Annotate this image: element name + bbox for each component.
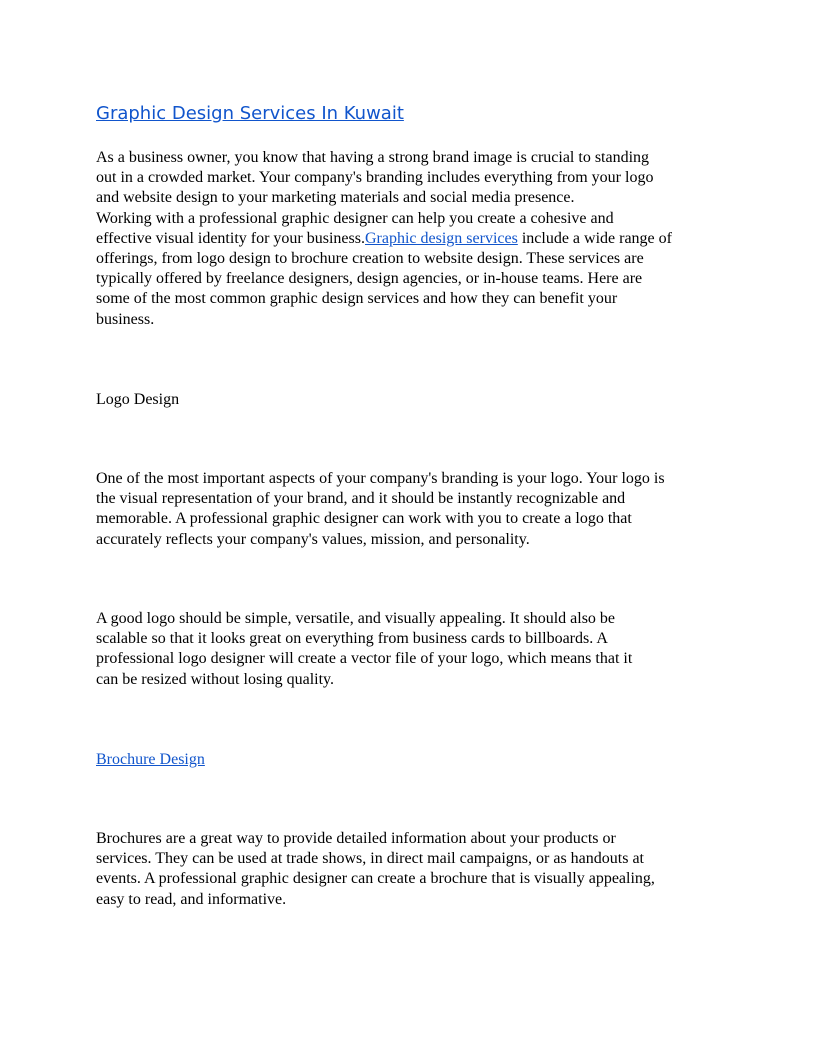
intro-line: As a business owner, you know that having a strong brand image is crucial to standing <box>96 149 650 166</box>
intro-line-with-link <box>96 229 726 249</box>
brochure-paragraph <box>96 829 726 910</box>
logo-para1-line: the visual representation of your brand, and it should be instantly recognizable and <box>96 490 626 508</box>
intro-line: some of the most common graphic design services and how they can benefit your <box>96 290 618 308</box>
intro-text-before-link: effective visual identity for your business. <box>96 229 365 247</box>
intro-line: and website design to your marketing materials and social media presence. <box>96 189 575 207</box>
graphic-design-services-link[interactable]: Graphic design services <box>364 229 518 247</box>
logo-paragraph-2 <box>96 609 726 690</box>
logo-para1-line: accurately reflects your company's values, mission, and personality. <box>96 530 530 548</box>
brochure-para-line: Brochures are a great way to provide detailed information about your products or <box>96 830 616 847</box>
intro-line: offerings, from logo design to brochure creation to website design. These services are <box>96 250 644 268</box>
intro-text-after-link: include a wide range of <box>517 229 672 247</box>
logo-paragraph-1 <box>96 469 726 550</box>
intro-line: typically offered by freelance designers, design agencies, or in-house teams. Here are <box>96 270 643 288</box>
brochure-design-link[interactable]: Brochure Design <box>96 751 205 768</box>
logo-para2-line: scalable so that it looks great on everything from business cards to billboards. A <box>96 630 608 648</box>
logo-design-heading-text: Logo Design <box>96 391 180 408</box>
intro-paragraph <box>96 148 726 330</box>
logo-para2-line: A good logo should be simple, versatile, and visually appealing. It should also be <box>96 610 616 627</box>
logo-para1-line: One of the most important aspects of your company's branding is your logo. Your logo is <box>96 470 665 487</box>
brochure-para-line: services. They can be used at trade shows, in direct mail campaigns, or as handouts at <box>96 850 644 868</box>
brochure-para-line: easy to read, and informative. <box>96 890 287 908</box>
brochure-design-heading <box>96 750 726 770</box>
intro-line: out in a crowded market. Your company's branding includes everything from your logo <box>96 169 654 187</box>
intro-line: business. <box>96 310 155 328</box>
logo-design-heading <box>96 390 726 410</box>
logo-para1-line: memorable. A professional graphic designer can work with you to create a logo that <box>96 510 632 528</box>
logo-para2-line: can be resized without losing quality. <box>96 670 335 688</box>
intro-line: Working with a professional graphic designer can help you create a cohesive and <box>96 209 614 227</box>
logo-para2-line: professional logo designer will create a vector file of your logo, which means that it <box>96 650 633 668</box>
brochure-para-line: events. A professional graphic designer can create a brochure that is visually appealing, <box>96 870 655 888</box>
page-title-link[interactable]: Graphic Design Services In Kuwait <box>96 103 404 124</box>
